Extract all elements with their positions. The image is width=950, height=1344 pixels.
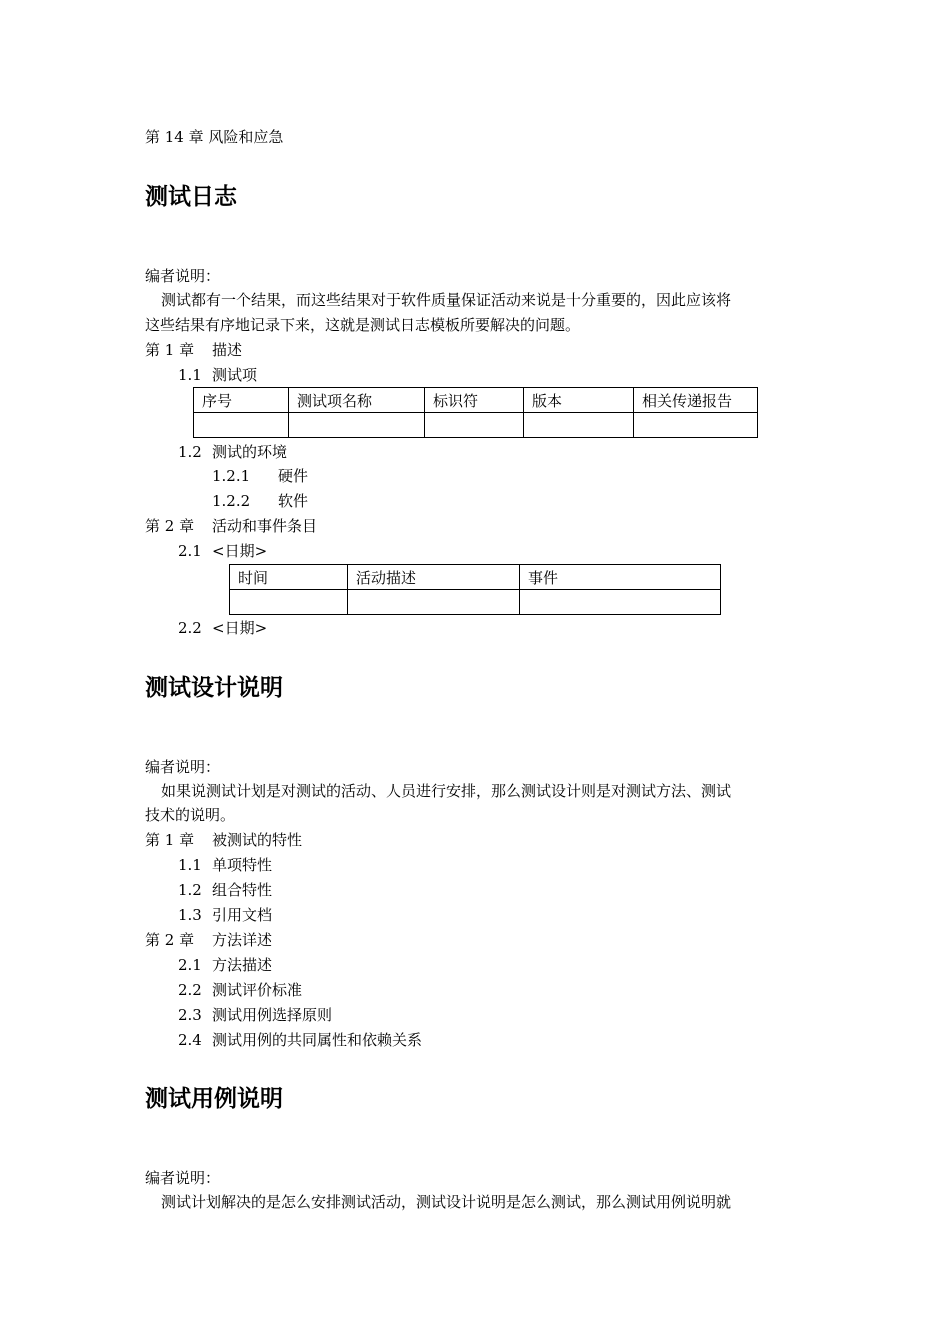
subsection-title: 方法描述	[212, 956, 273, 974]
table-cell	[634, 413, 758, 438]
table-header-row	[194, 388, 758, 413]
table-cell	[520, 590, 721, 615]
editor-note-label: 编者说明：	[145, 267, 221, 285]
chapter-number: 第 1 章	[145, 341, 195, 359]
editor-note-paragraph-line: 这些结果有序地记录下来，这就是测试日志模板所要解决的问题。	[145, 316, 581, 334]
activity-events-table	[229, 564, 721, 615]
subsection-title: 测试用例选择原则	[212, 1006, 333, 1024]
chapter-title: 方法详述	[212, 931, 273, 949]
table-header-cell: 活动描述	[348, 565, 520, 590]
subsection-number: 1.2	[178, 443, 202, 461]
subsection-title: 测试项	[212, 366, 258, 384]
subsection-number: 1.1	[178, 366, 202, 384]
subsection-title: <日期>	[212, 542, 268, 560]
subsection-number: 1.1	[178, 856, 202, 874]
table-header-row	[230, 565, 721, 590]
subsubsection-number: 1.2.2	[212, 492, 251, 510]
chapter-14-line: 第 14 章 风险和应急	[145, 128, 284, 146]
chapter-number: 第 2 章	[145, 517, 195, 535]
subsection-number: 2.1	[178, 542, 202, 560]
table-header-cell: 标识符	[425, 388, 524, 413]
chapter-title: 被测试的特性	[212, 831, 303, 849]
editor-note-paragraph-line: 测试计划解决的是怎么安排测试活动，测试设计说明是怎么测试，那么测试用例说明就	[161, 1193, 732, 1211]
table-header-cell: 相关传递报告	[634, 388, 758, 413]
test-items-table	[193, 387, 758, 438]
table-cell	[289, 413, 425, 438]
editor-note-label: 编者说明：	[145, 758, 221, 776]
section-title-test-log: 测试日志	[145, 184, 237, 210]
editor-note-paragraph-line: 如果说测试计划是对测试的活动、人员进行安排，那么测试设计则是对测试方法、测试	[161, 782, 732, 800]
subsection-number: 2.3	[178, 1006, 202, 1024]
editor-note-paragraph-line: 技术的说明。	[145, 806, 236, 824]
subsection-title: <日期>	[212, 619, 268, 637]
subsubsection-title: 软件	[278, 492, 309, 510]
editor-note-label: 编者说明：	[145, 1169, 221, 1187]
subsection-number: 2.2	[178, 619, 202, 637]
subsubsection-title: 硬件	[278, 467, 309, 485]
table-cell	[230, 590, 348, 615]
chapter-title: 活动和事件条目	[212, 517, 318, 535]
table-header-cell: 时间	[230, 565, 348, 590]
chapter-title: 描述	[212, 341, 243, 359]
table-header-cell: 事件	[520, 565, 721, 590]
section-title-test-case: 测试用例说明	[145, 1086, 283, 1112]
table-header-cell: 版本	[524, 388, 634, 413]
table-cell	[524, 413, 634, 438]
subsection-number: 2.1	[178, 956, 202, 974]
section-title-test-design: 测试设计说明	[145, 675, 283, 701]
table-header-cell: 序号	[194, 388, 289, 413]
table-cell	[425, 413, 524, 438]
subsection-title: 组合特性	[212, 881, 273, 899]
subsection-number: 1.2	[178, 881, 202, 899]
subsubsection-number: 1.2.1	[212, 467, 251, 485]
subsection-title: 单项特性	[212, 856, 273, 874]
table-row	[230, 590, 721, 615]
subsection-number: 2.2	[178, 981, 202, 999]
chapter-number: 第 1 章	[145, 831, 195, 849]
subsection-title: 测试用例的共同属性和依赖关系	[212, 1031, 423, 1049]
subsection-title: 测试评价标准	[212, 981, 303, 999]
subsection-title: 测试的环境	[212, 443, 288, 461]
editor-note-paragraph-line: 测试都有一个结果，而这些结果对于软件质量保证活动来说是十分重要的，因此应该将	[161, 291, 732, 309]
table-header-cell: 测试项名称	[289, 388, 425, 413]
chapter-number: 第 2 章	[145, 931, 195, 949]
table-row	[194, 413, 758, 438]
subsection-number: 2.4	[178, 1031, 202, 1049]
subsection-number: 1.3	[178, 906, 202, 924]
table-cell	[194, 413, 289, 438]
subsection-title: 引用文档	[212, 906, 273, 924]
table-cell	[348, 590, 520, 615]
